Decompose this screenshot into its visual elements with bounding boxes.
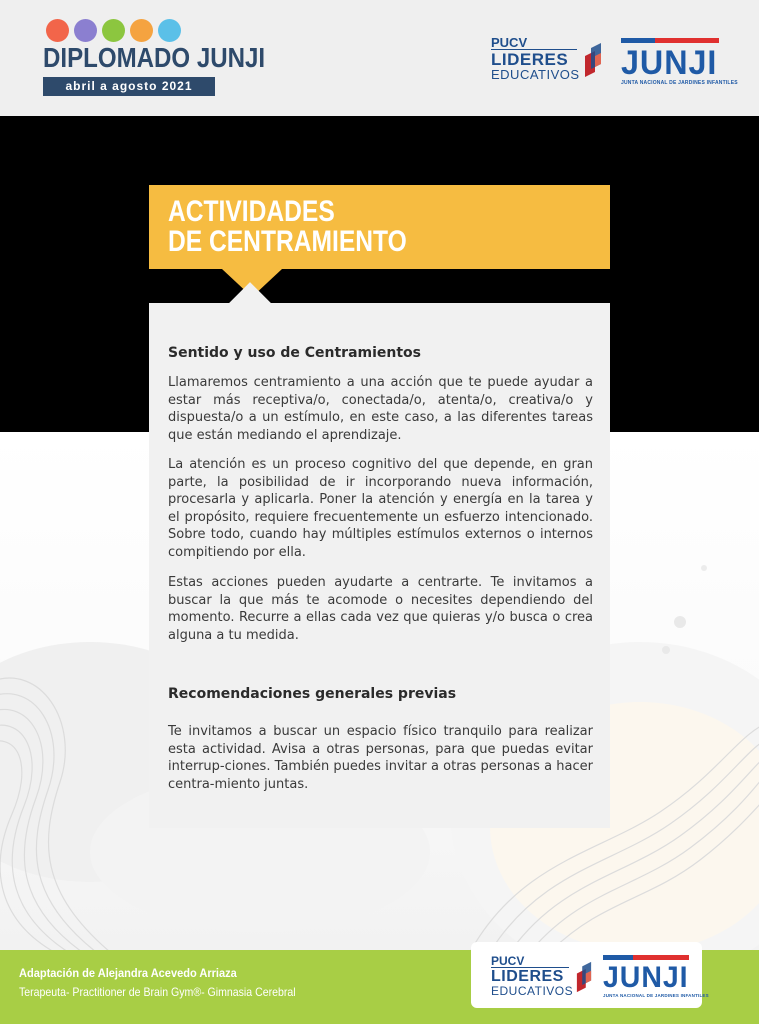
footer-junji-flag-bar bbox=[603, 955, 689, 960]
paragraph-atencion: La atención es un proceso cognitivo del que depende, en gran parte, la posibilidad de ir incorporando nueva información, procesarla y aplicarla. Poner la atención y energía en la tarea y el propósito, requiere frecuentemente un esfuerzo intencionado. Sobre todo, cuando hay múltiples estímulos externos o internos compitiendo por ella. bbox=[168, 457, 593, 560]
paragraph-recomendaciones: Te invitamos a buscar un espacio físico tranquilo para realizar esta actividad. Avisa a otras personas, para que puedas evitar interrup-ciones. También puedes invitar a otras personas a hacer centra-miento juntas. bbox=[168, 724, 593, 792]
title-line-2: DE CENTRAMIENTO bbox=[168, 225, 407, 258]
dot-red bbox=[46, 19, 69, 42]
junji-logo bbox=[621, 38, 738, 86]
footer-pucv-mark-icon bbox=[575, 961, 593, 993]
pucv-logo-middle: LIDERES bbox=[491, 49, 577, 68]
color-dots-logo bbox=[46, 19, 181, 42]
junji-flag-bar bbox=[621, 38, 719, 43]
pucv-mark-icon bbox=[583, 42, 603, 78]
footer-pucv-logo bbox=[491, 955, 595, 998]
footer-pucv-bottom: EDUCATIVOS bbox=[491, 984, 574, 998]
dot-blue bbox=[158, 19, 181, 42]
footer-junji-word: JUNJI bbox=[603, 961, 689, 994]
pucv-lideres-logo bbox=[491, 36, 603, 82]
program-title: DIPLOMADO JUNJI bbox=[43, 42, 266, 73]
program-dates: abril a agosto 2021 bbox=[43, 77, 215, 96]
dot-orange bbox=[130, 19, 153, 42]
title-text bbox=[168, 197, 407, 257]
content-panel bbox=[149, 303, 610, 828]
section-heading-sentido: Sentido y uso de Centramientos bbox=[168, 345, 422, 361]
footer-junji-subtitle: JUNTA NACIONAL DE JARDINES INFANTILES bbox=[603, 993, 709, 998]
junji-logo-word: JUNJI bbox=[621, 44, 718, 82]
footer-author: Adaptación de Alejandra Acevedo Arriaza bbox=[19, 966, 237, 980]
footer-junji-logo bbox=[603, 955, 709, 998]
header-band bbox=[0, 0, 759, 116]
pucv-logo-bottom: EDUCATIVOS bbox=[491, 67, 580, 82]
section-heading-recomendaciones: Recomendaciones generales previas bbox=[168, 686, 457, 702]
footer-pucv-middle: LIDERES bbox=[491, 967, 569, 985]
title-banner bbox=[149, 185, 610, 269]
dot-green bbox=[102, 19, 125, 42]
footer-role: Terapeuta- Practitioner de Brain Gym®- Gimnasia Cerebral bbox=[19, 985, 296, 999]
pucv-logo-top: PUCV bbox=[491, 35, 528, 50]
footer-logos-card bbox=[471, 942, 709, 1008]
footer-pucv-top: PUCV bbox=[491, 954, 525, 968]
title-line-1: ACTIVIDADES bbox=[168, 195, 335, 228]
junji-logo-subtitle: JUNTA NACIONAL DE JARDINES INFANTILES bbox=[621, 80, 738, 86]
paragraph-acciones: Estas acciones pueden ayudarte a centrarte. Te invitamos a buscar la que más te acomode o necesites dependiendo del momento. Recurre a ellas cada vez que quieras y/o busca o crea alguna a tu medida. bbox=[168, 575, 593, 643]
dot-purple bbox=[74, 19, 97, 42]
paragraph-llamaremos: Llamaremos centramiento a una acción que te puede ayudar a estar más receptiva/o, conectada/o, atenta/o, creativa/o y dispuesta/o a un estímulo, en este caso, a las diferentes tareas que están mediando el aprendizaje. bbox=[168, 375, 593, 443]
